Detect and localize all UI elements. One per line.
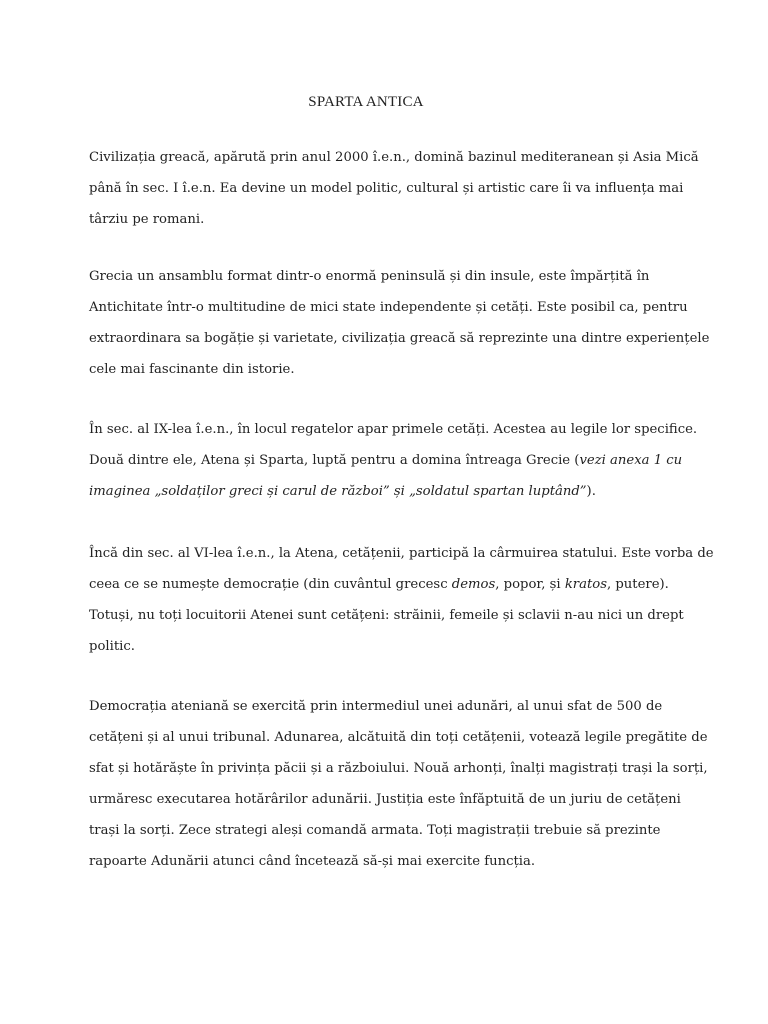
text-line	[89, 547, 714, 565]
text-line	[89, 301, 688, 319]
text-line	[89, 363, 295, 381]
text-run: extraordinara sa bogăție și varietate, civilizația greacă să reprezinte una dintre experiențele	[89, 331, 710, 346]
text-line	[89, 855, 535, 873]
italic-text: demos	[451, 577, 496, 592]
text-run: Două dintre ele, Atena și Sparta, luptă pentru a domina întreaga Grecie (	[89, 453, 580, 468]
text-run: rapoarte Adunării atunci când încetează să-și mai exercite funcția.	[89, 854, 536, 869]
text-line	[89, 270, 649, 288]
text-run: Grecia un ansamblu format dintr-o enormă peninsulă și din insule, este împărțită în	[89, 269, 650, 284]
text-run: Democrația ateniană se exercită prin intermediul unei adunări, al unui sfat de 500 de	[89, 699, 663, 714]
text-run: politic.	[89, 639, 135, 654]
text-line	[89, 151, 699, 169]
text-run: Civilizația greacă, apărută prin anul 2000 î.e.n., domină bazinul mediteranean și Asia Mică	[89, 150, 699, 165]
text-line	[89, 609, 684, 627]
text-run: ceea ce se numește democrație (din cuvântul grecesc	[89, 577, 452, 592]
text-run: sfat și hotărăște în privința păcii și a războiului. Nouă arhonți, înalți magistrați trași la sorți,	[89, 761, 708, 776]
text-line	[89, 793, 681, 811]
text-line	[89, 731, 708, 749]
text-run: Încă din sec. al VI-lea î.e.n., la Atena, cetățenii, participă la cârmuirea statului. Este vorba de	[89, 546, 714, 561]
text-line	[89, 423, 697, 441]
text-run: ).	[586, 484, 596, 499]
italic-text: imaginea „soldaților greci și carul de război” și „soldatul spartan luptând”	[89, 484, 587, 499]
text-run: În sec. al IX-lea î.e.n., în locul regatelor apar primele cetăți. Acestea au legile lor specifice.	[89, 422, 698, 437]
text-run: până în sec. I î.e.n. Ea devine un model politic, cultural și artistic care îi va influența mai	[89, 181, 684, 196]
text-line	[89, 332, 709, 350]
text-run: cetățeni și al unui tribunal. Adunarea, alcătuită din toți cetățenii, votează legile pregătite de	[89, 730, 708, 745]
text-run: urmăresc executarea hotărârilor adunării. Justiția este înfăptuită de un juriu de cetățeni	[89, 792, 681, 807]
text-run: trași la sorți. Zece strategi aleși comandă armata. Toți magistrații trebuie să prezinte	[89, 823, 661, 838]
text-run: târziu pe romani.	[89, 212, 205, 227]
text-line	[89, 762, 708, 780]
text-run: Antichitate într-o multitudine de mici state independente și cetăți. Este posibil ca, pentru	[89, 300, 688, 315]
text-run: , putere).	[606, 577, 669, 592]
text-run: Totuși, nu toți locuitorii Atenei sunt cetățeni: străinii, femeile și sclavii n-au nici un drept	[89, 608, 684, 623]
text-line	[89, 182, 683, 200]
text-line	[89, 454, 682, 472]
text-line	[89, 640, 135, 658]
text-run: , popor, și	[495, 577, 565, 592]
text-line	[89, 824, 661, 842]
text-line	[89, 485, 596, 503]
text-run: cele mai fascinante din istorie.	[89, 362, 295, 377]
italic-text: kratos	[564, 577, 607, 592]
text-line	[89, 700, 662, 718]
italic-text: vezi anexa 1 cu	[579, 453, 683, 468]
text-line	[89, 578, 669, 596]
document-title: SPARTA ANTICA	[308, 94, 424, 110]
text-line	[89, 213, 204, 231]
